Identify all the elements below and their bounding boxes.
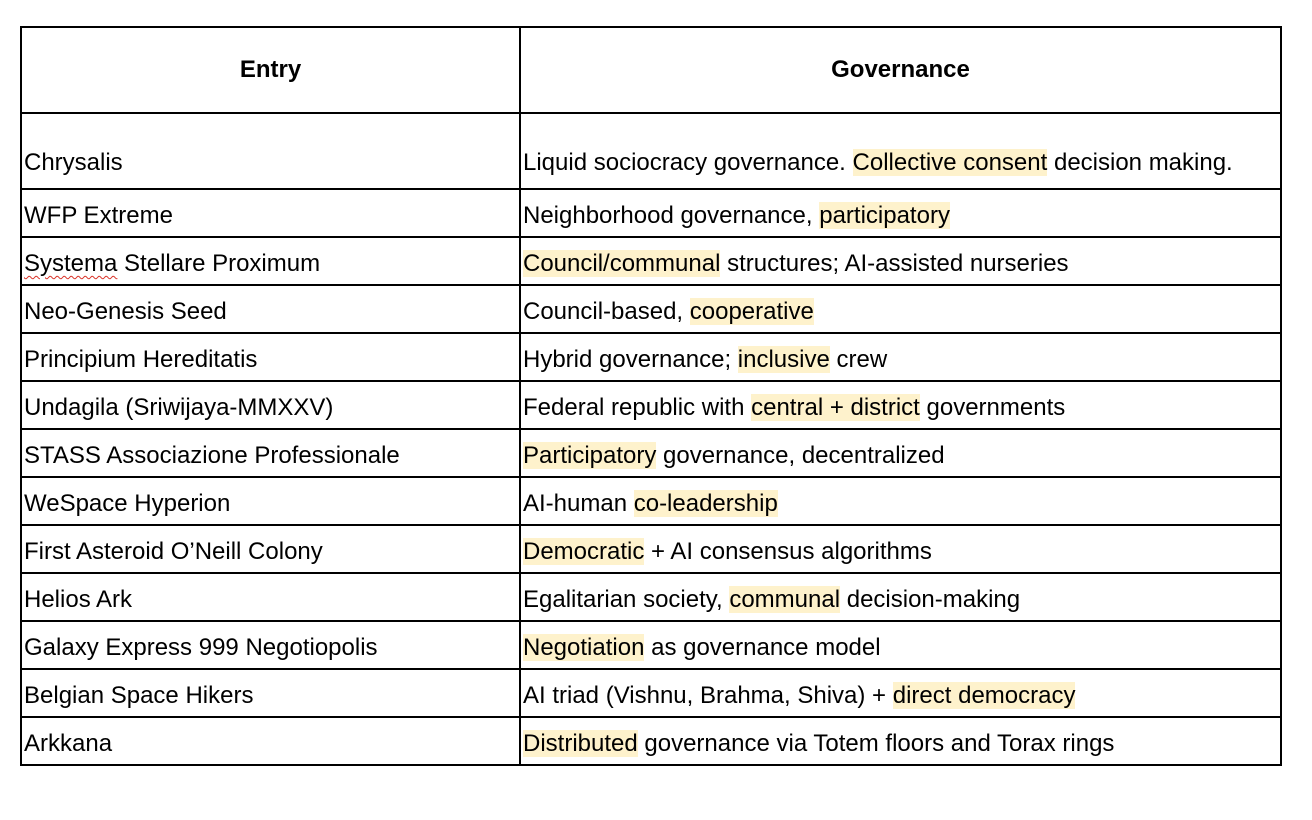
table-row [21, 113, 1281, 189]
governance-cell[interactable] [520, 237, 1281, 285]
governance-text: + AI consensus algorithms [644, 538, 932, 565]
entry-cell[interactable] [21, 189, 520, 237]
entry-cell[interactable] [21, 429, 520, 477]
governance-cell[interactable] [520, 717, 1281, 765]
governance-cell[interactable] [520, 285, 1281, 333]
entry-text: Neo-Genesis Seed [24, 298, 227, 325]
entry-text: Galaxy Express 999 Negotiopolis [24, 634, 378, 661]
entry-text: Chrysalis [24, 149, 123, 176]
governance-text: AI-human [523, 490, 634, 517]
governance-cell[interactable] [520, 525, 1281, 573]
entry-cell[interactable] [21, 113, 520, 189]
governance-text: governments [919, 394, 1066, 421]
entry-cell[interactable] [21, 573, 520, 621]
table-row [21, 573, 1281, 621]
entry-text: Belgian Space Hikers [24, 682, 254, 709]
entry-cell[interactable] [21, 237, 520, 285]
entry-cell[interactable] [21, 621, 520, 669]
entry-cell[interactable] [21, 717, 520, 765]
entry-text: Undagila (Sriwijaya-MMXXV) [24, 394, 334, 421]
governance-text: decision making. [1047, 149, 1233, 176]
governance-cell[interactable] [520, 113, 1281, 189]
entry-text: Principium Hereditatis [24, 346, 258, 373]
governance-text: decision-making [840, 586, 1021, 613]
governance-text: Neighborhood governance, [523, 202, 820, 229]
governance-cell[interactable] [520, 333, 1281, 381]
highlighted-text: Council/communal [523, 250, 721, 277]
governance-cell[interactable] [520, 189, 1281, 237]
table-row [21, 285, 1281, 333]
table-row [21, 429, 1281, 477]
entry-text: Stellare Proximum [117, 250, 321, 277]
governance-text: as governance model [644, 634, 881, 661]
governance-text: AI triad (Vishnu, Brahma, Shiva) + [523, 682, 893, 709]
entry-cell[interactable] [21, 669, 520, 717]
governance-text: Federal republic with [523, 394, 752, 421]
highlighted-text: communal [729, 586, 841, 613]
governance-table [20, 26, 1282, 766]
highlighted-text: Collective consent [852, 149, 1048, 176]
highlighted-text: direct democracy [892, 682, 1076, 709]
entry-cell[interactable] [21, 525, 520, 573]
column-header-entry[interactable]: Entry [21, 27, 520, 113]
entry-text: WFP Extreme [24, 202, 173, 229]
governance-text: structures; AI-assisted nurseries [720, 250, 1069, 277]
entry-text: STASS Associazione Professionale [24, 442, 400, 469]
table-row [21, 189, 1281, 237]
table-row [21, 717, 1281, 765]
table-row [21, 381, 1281, 429]
table-header-row [21, 27, 1281, 113]
governance-text: Egalitarian society, [523, 586, 730, 613]
table-row [21, 477, 1281, 525]
highlighted-text: Distributed [523, 730, 638, 757]
governance-text: governance, decentralized [656, 442, 945, 469]
table-row [21, 237, 1281, 285]
table-body [21, 113, 1281, 765]
highlighted-text: co-leadership [633, 490, 778, 517]
governance-cell[interactable] [520, 429, 1281, 477]
table-row [21, 669, 1281, 717]
governance-cell[interactable] [520, 669, 1281, 717]
highlighted-text: inclusive [737, 346, 830, 373]
spellcheck-flagged-word[interactable]: Systema [24, 250, 118, 277]
entry-cell[interactable] [21, 285, 520, 333]
governance-text: crew [829, 346, 888, 373]
governance-cell[interactable] [520, 573, 1281, 621]
entry-text: WeSpace Hyperion [24, 490, 231, 517]
highlighted-text: cooperative [689, 298, 814, 325]
governance-text: governance via Totem floors and Torax rings [637, 730, 1115, 757]
governance-cell[interactable] [520, 621, 1281, 669]
column-header-governance[interactable]: Governance [520, 27, 1281, 113]
table-row [21, 333, 1281, 381]
entry-text: Arkkana [24, 730, 113, 757]
highlighted-text: Democratic [523, 538, 645, 565]
highlighted-text: Negotiation [523, 634, 645, 661]
table-row [21, 525, 1281, 573]
governance-cell[interactable] [520, 477, 1281, 525]
highlighted-text: participatory [819, 202, 950, 229]
highlighted-text: central + district [751, 394, 920, 421]
table-row [21, 621, 1281, 669]
entry-cell[interactable] [21, 333, 520, 381]
entry-cell[interactable] [21, 381, 520, 429]
entry-text: Helios Ark [24, 586, 133, 613]
governance-text: Council-based, [523, 298, 690, 325]
highlighted-text: Participatory [523, 442, 657, 469]
entry-text: First Asteroid O’Neill Colony [24, 538, 323, 565]
entry-cell[interactable] [21, 477, 520, 525]
governance-cell[interactable] [520, 381, 1281, 429]
governance-text: Hybrid governance; [523, 346, 738, 373]
governance-text: Liquid sociocracy governance. [523, 149, 853, 176]
